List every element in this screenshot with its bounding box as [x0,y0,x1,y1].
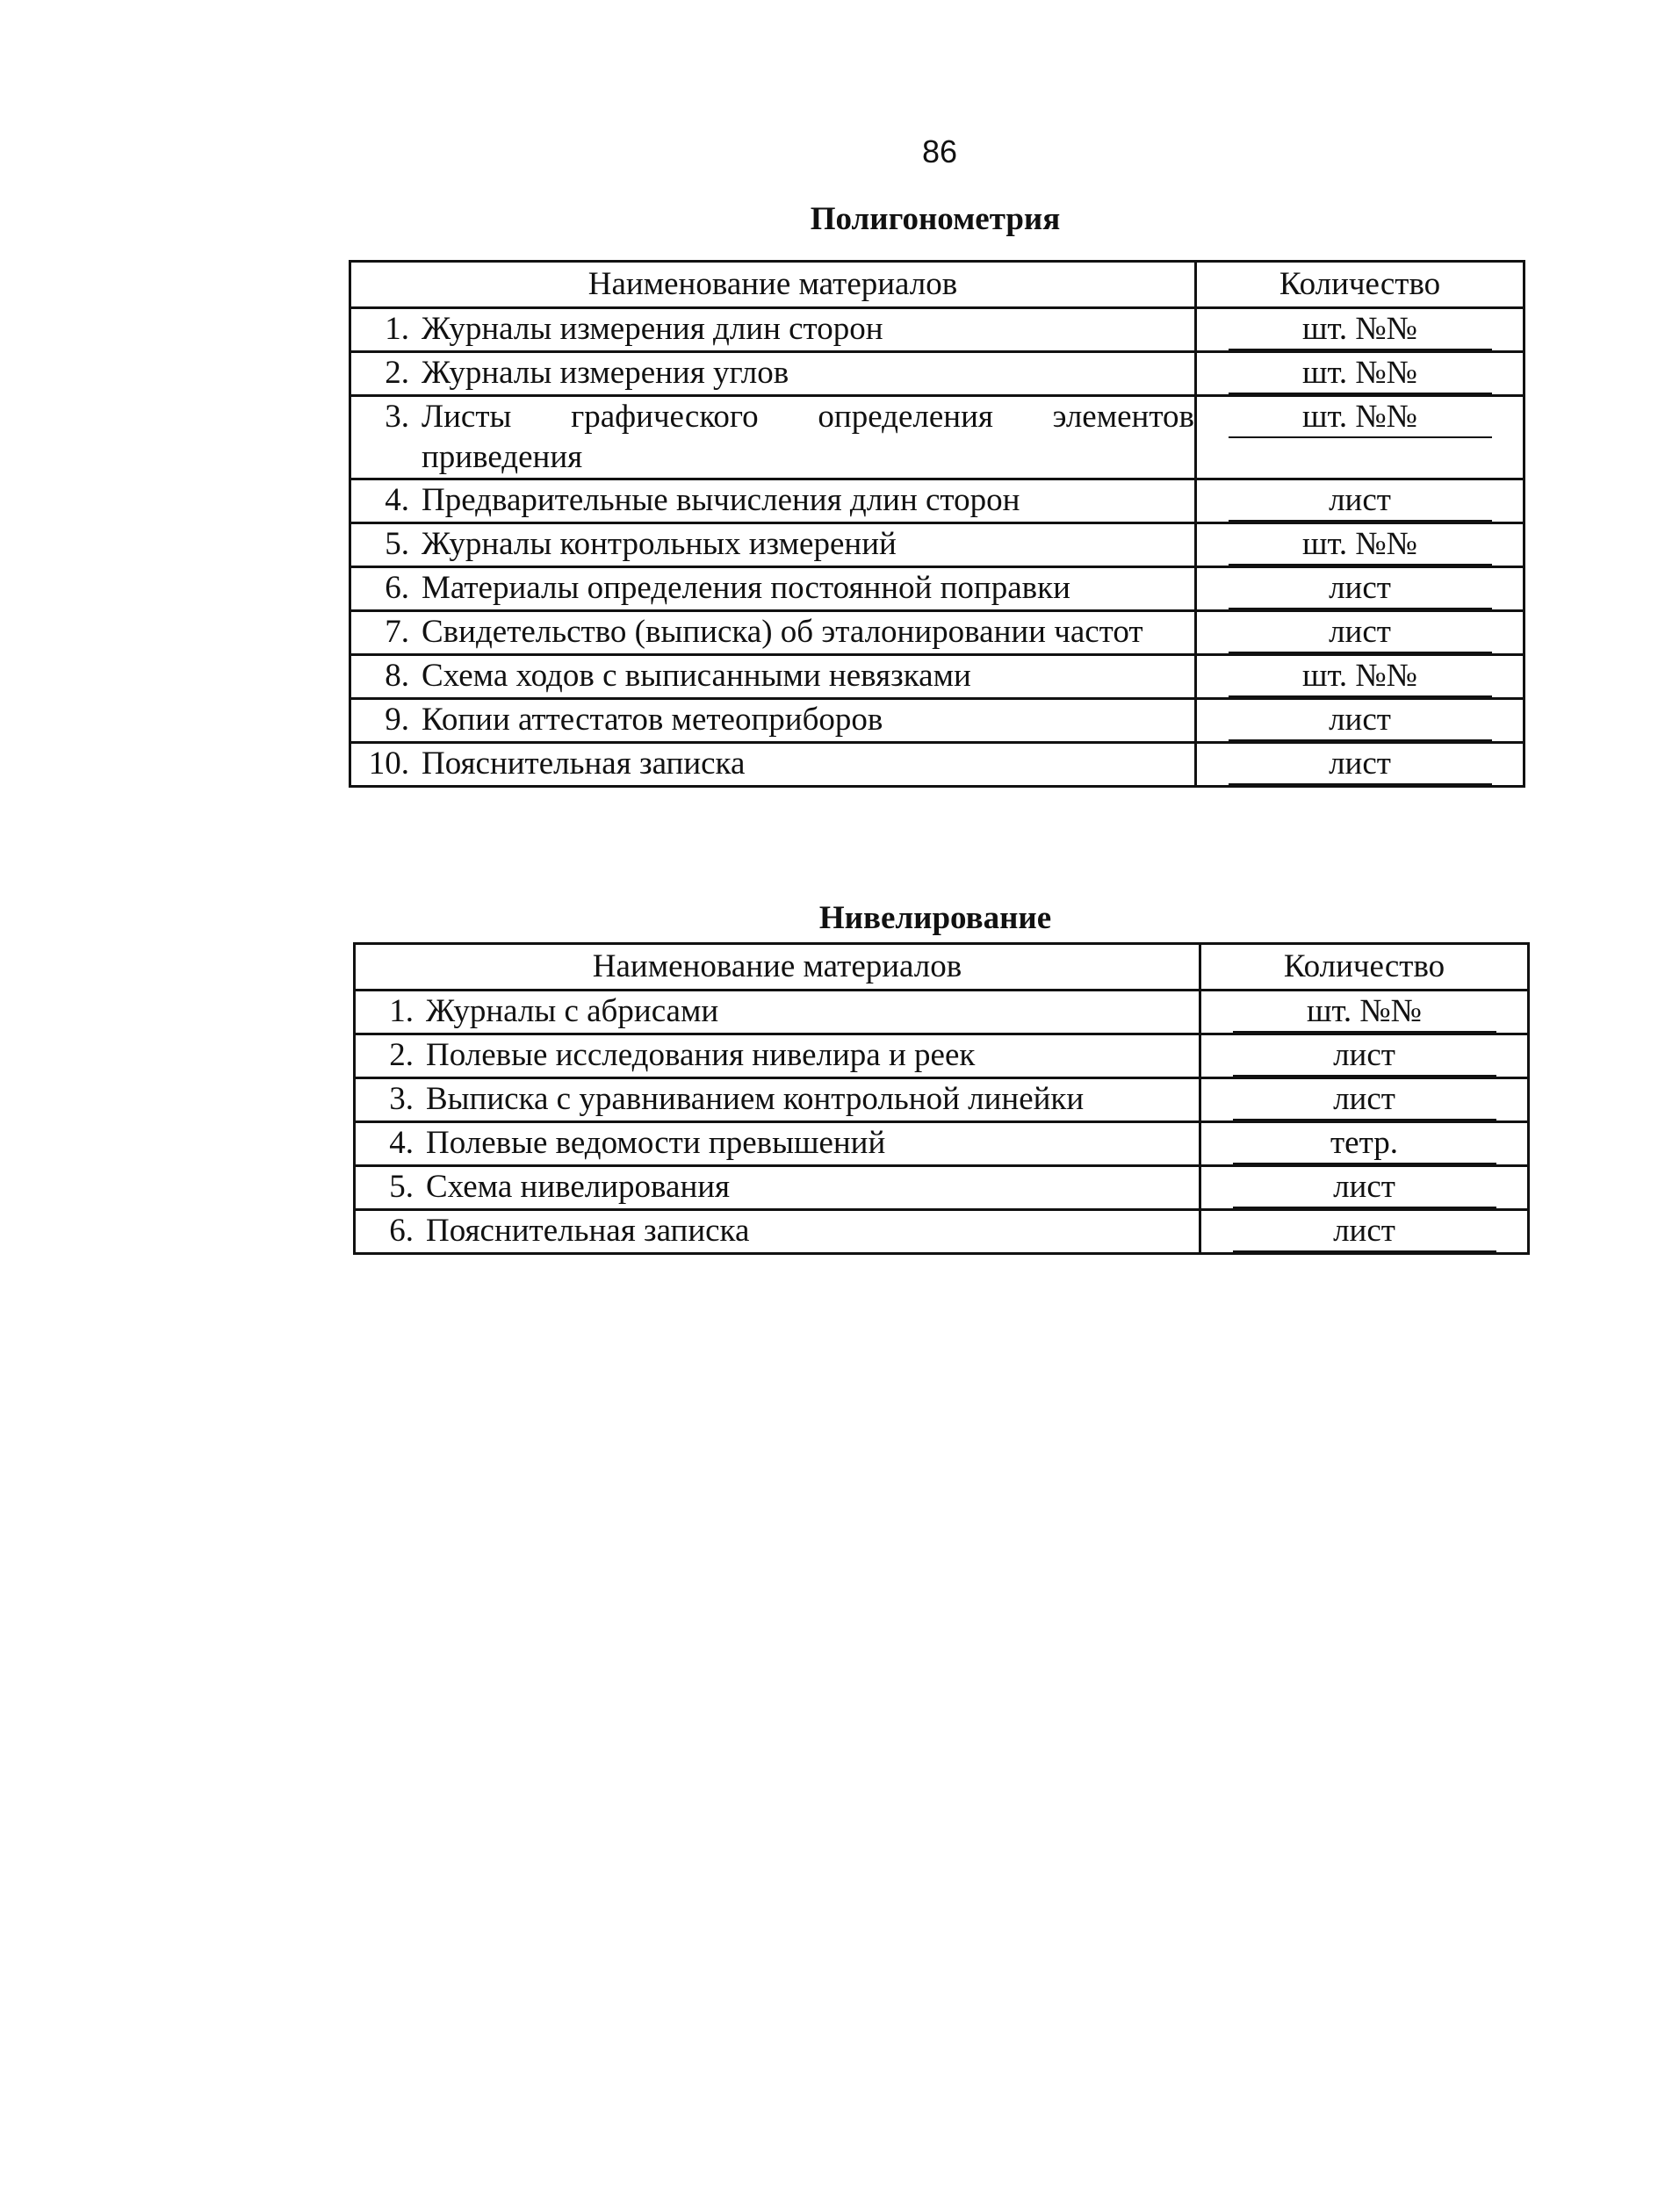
quantity-cell [1196,479,1524,523]
item-number: 8. [385,658,409,694]
material-name: Полевые исследования нивелира и реек [426,1037,976,1073]
quantity-value: шт. №№ [1229,310,1492,350]
page-number: 86 [921,133,958,169]
section-title-polygonometry: Полигонометрия [810,201,1061,237]
item-number: 1. [385,311,409,347]
table-row [350,308,1524,352]
quantity-cell [1196,611,1524,655]
table-row [350,655,1524,699]
item-number: 6. [389,1213,414,1249]
item-number: 2. [385,355,409,391]
quantity-cell [1196,308,1524,352]
table-header-row [355,944,1529,991]
material-name-cell [350,611,1196,655]
material-name-cell [350,655,1196,699]
material-name: Журналы измерения длин сторон [422,311,883,347]
quantity-cell [1200,1210,1529,1254]
material-name: Пояснительная записка [422,746,746,782]
table-row [350,479,1524,523]
column-header-quantity: Количество [1200,944,1529,991]
material-name: Полевые ведомости превышений [426,1125,886,1161]
table-row [350,611,1524,655]
material-name: Журналы контрольных измерений [422,526,897,562]
quantity-value: шт. №№ [1229,657,1492,697]
table-row [355,1166,1529,1210]
column-header-name: Наименование материалов [350,262,1196,308]
quantity-value: лист [1229,701,1492,741]
item-number: 4. [385,482,409,518]
quantity-value: шт. №№ [1229,398,1492,438]
table-header-row [350,262,1524,308]
material-name-cell [355,1078,1200,1122]
quantity-value: шт. №№ [1229,354,1492,394]
material-name: Предварительные вычисления длин сторон [422,482,1020,518]
quantity-value: лист [1233,1212,1496,1252]
material-name: Журналы измерения углов [422,355,789,391]
quantity-cell [1200,1122,1529,1166]
quantity-cell [1196,523,1524,567]
item-number: 7. [385,614,409,650]
item-number: 4. [389,1125,414,1161]
material-name: Материалы определения постоянной поправки [422,570,1070,606]
quantity-value: лист [1229,745,1492,785]
material-name: Листы графического определения элементов приведения [422,399,1194,475]
quantity-cell [1196,396,1524,479]
material-name-cell [355,1034,1200,1078]
polygonometry-table [349,260,1525,788]
quantity-cell [1196,743,1524,787]
section-title-leveling: Нивелирование [818,900,1052,936]
quantity-value: шт. №№ [1233,992,1496,1033]
quantity-cell [1200,991,1529,1034]
material-name-cell [350,567,1196,611]
item-number: 5. [389,1169,414,1205]
quantity-cell [1196,567,1524,611]
material-name: Копии аттестатов метеоприборов [422,702,883,738]
material-name: Пояснительная записка [426,1213,750,1249]
quantity-cell [1196,352,1524,396]
table-row [355,1122,1529,1166]
material-name-cell [350,699,1196,743]
table-row [350,743,1524,787]
table-row [350,567,1524,611]
material-name-cell [350,352,1196,396]
column-header-quantity: Количество [1196,262,1524,308]
item-number: 1. [389,993,414,1029]
item-number: 10. [368,746,409,782]
quantity-value: лист [1233,1080,1496,1120]
item-number: 9. [385,702,409,738]
material-name-cell [350,523,1196,567]
quantity-value: лист [1229,569,1492,609]
material-name: Выписка с уравниванием контрольной линейки [426,1081,1085,1117]
quantity-value: тетр. [1233,1124,1496,1164]
quantity-cell [1200,1166,1529,1210]
material-name-cell [355,1210,1200,1254]
item-number: 3. [389,1081,414,1117]
item-number: 5. [385,526,409,562]
column-header-name: Наименование материалов [355,944,1200,991]
material-name-cell [355,1166,1200,1210]
table-row [350,699,1524,743]
material-name: Журналы с абрисами [426,993,719,1029]
quantity-cell [1200,1078,1529,1122]
material-name-cell [355,1122,1200,1166]
item-number: 2. [389,1037,414,1073]
material-name-cell [350,743,1196,787]
item-number: 6. [385,570,409,606]
table-row [350,396,1524,479]
quantity-value: лист [1229,613,1492,653]
material-name: Схема нивелирования [426,1169,731,1205]
table-row [350,352,1524,396]
material-name: Схема ходов с выписанными невязками [422,658,971,694]
quantity-cell [1196,699,1524,743]
quantity-value: лист [1229,481,1492,522]
leveling-table [353,942,1530,1255]
quantity-value: лист [1233,1168,1496,1208]
material-name-cell [350,396,1196,479]
item-number: 3. [385,399,409,435]
table-row [355,1034,1529,1078]
table-row [355,1078,1529,1122]
table-row [355,991,1529,1034]
table-row [355,1210,1529,1254]
material-name-cell [350,479,1196,523]
quantity-cell [1196,655,1524,699]
material-name-cell [355,991,1200,1034]
material-name: Свидетельство (выписка) об эталонировании частот [422,614,1143,650]
quantity-value: шт. №№ [1229,525,1492,566]
quantity-cell [1200,1034,1529,1078]
material-name-cell [350,308,1196,352]
table-row [350,523,1524,567]
quantity-value: лист [1233,1036,1496,1077]
